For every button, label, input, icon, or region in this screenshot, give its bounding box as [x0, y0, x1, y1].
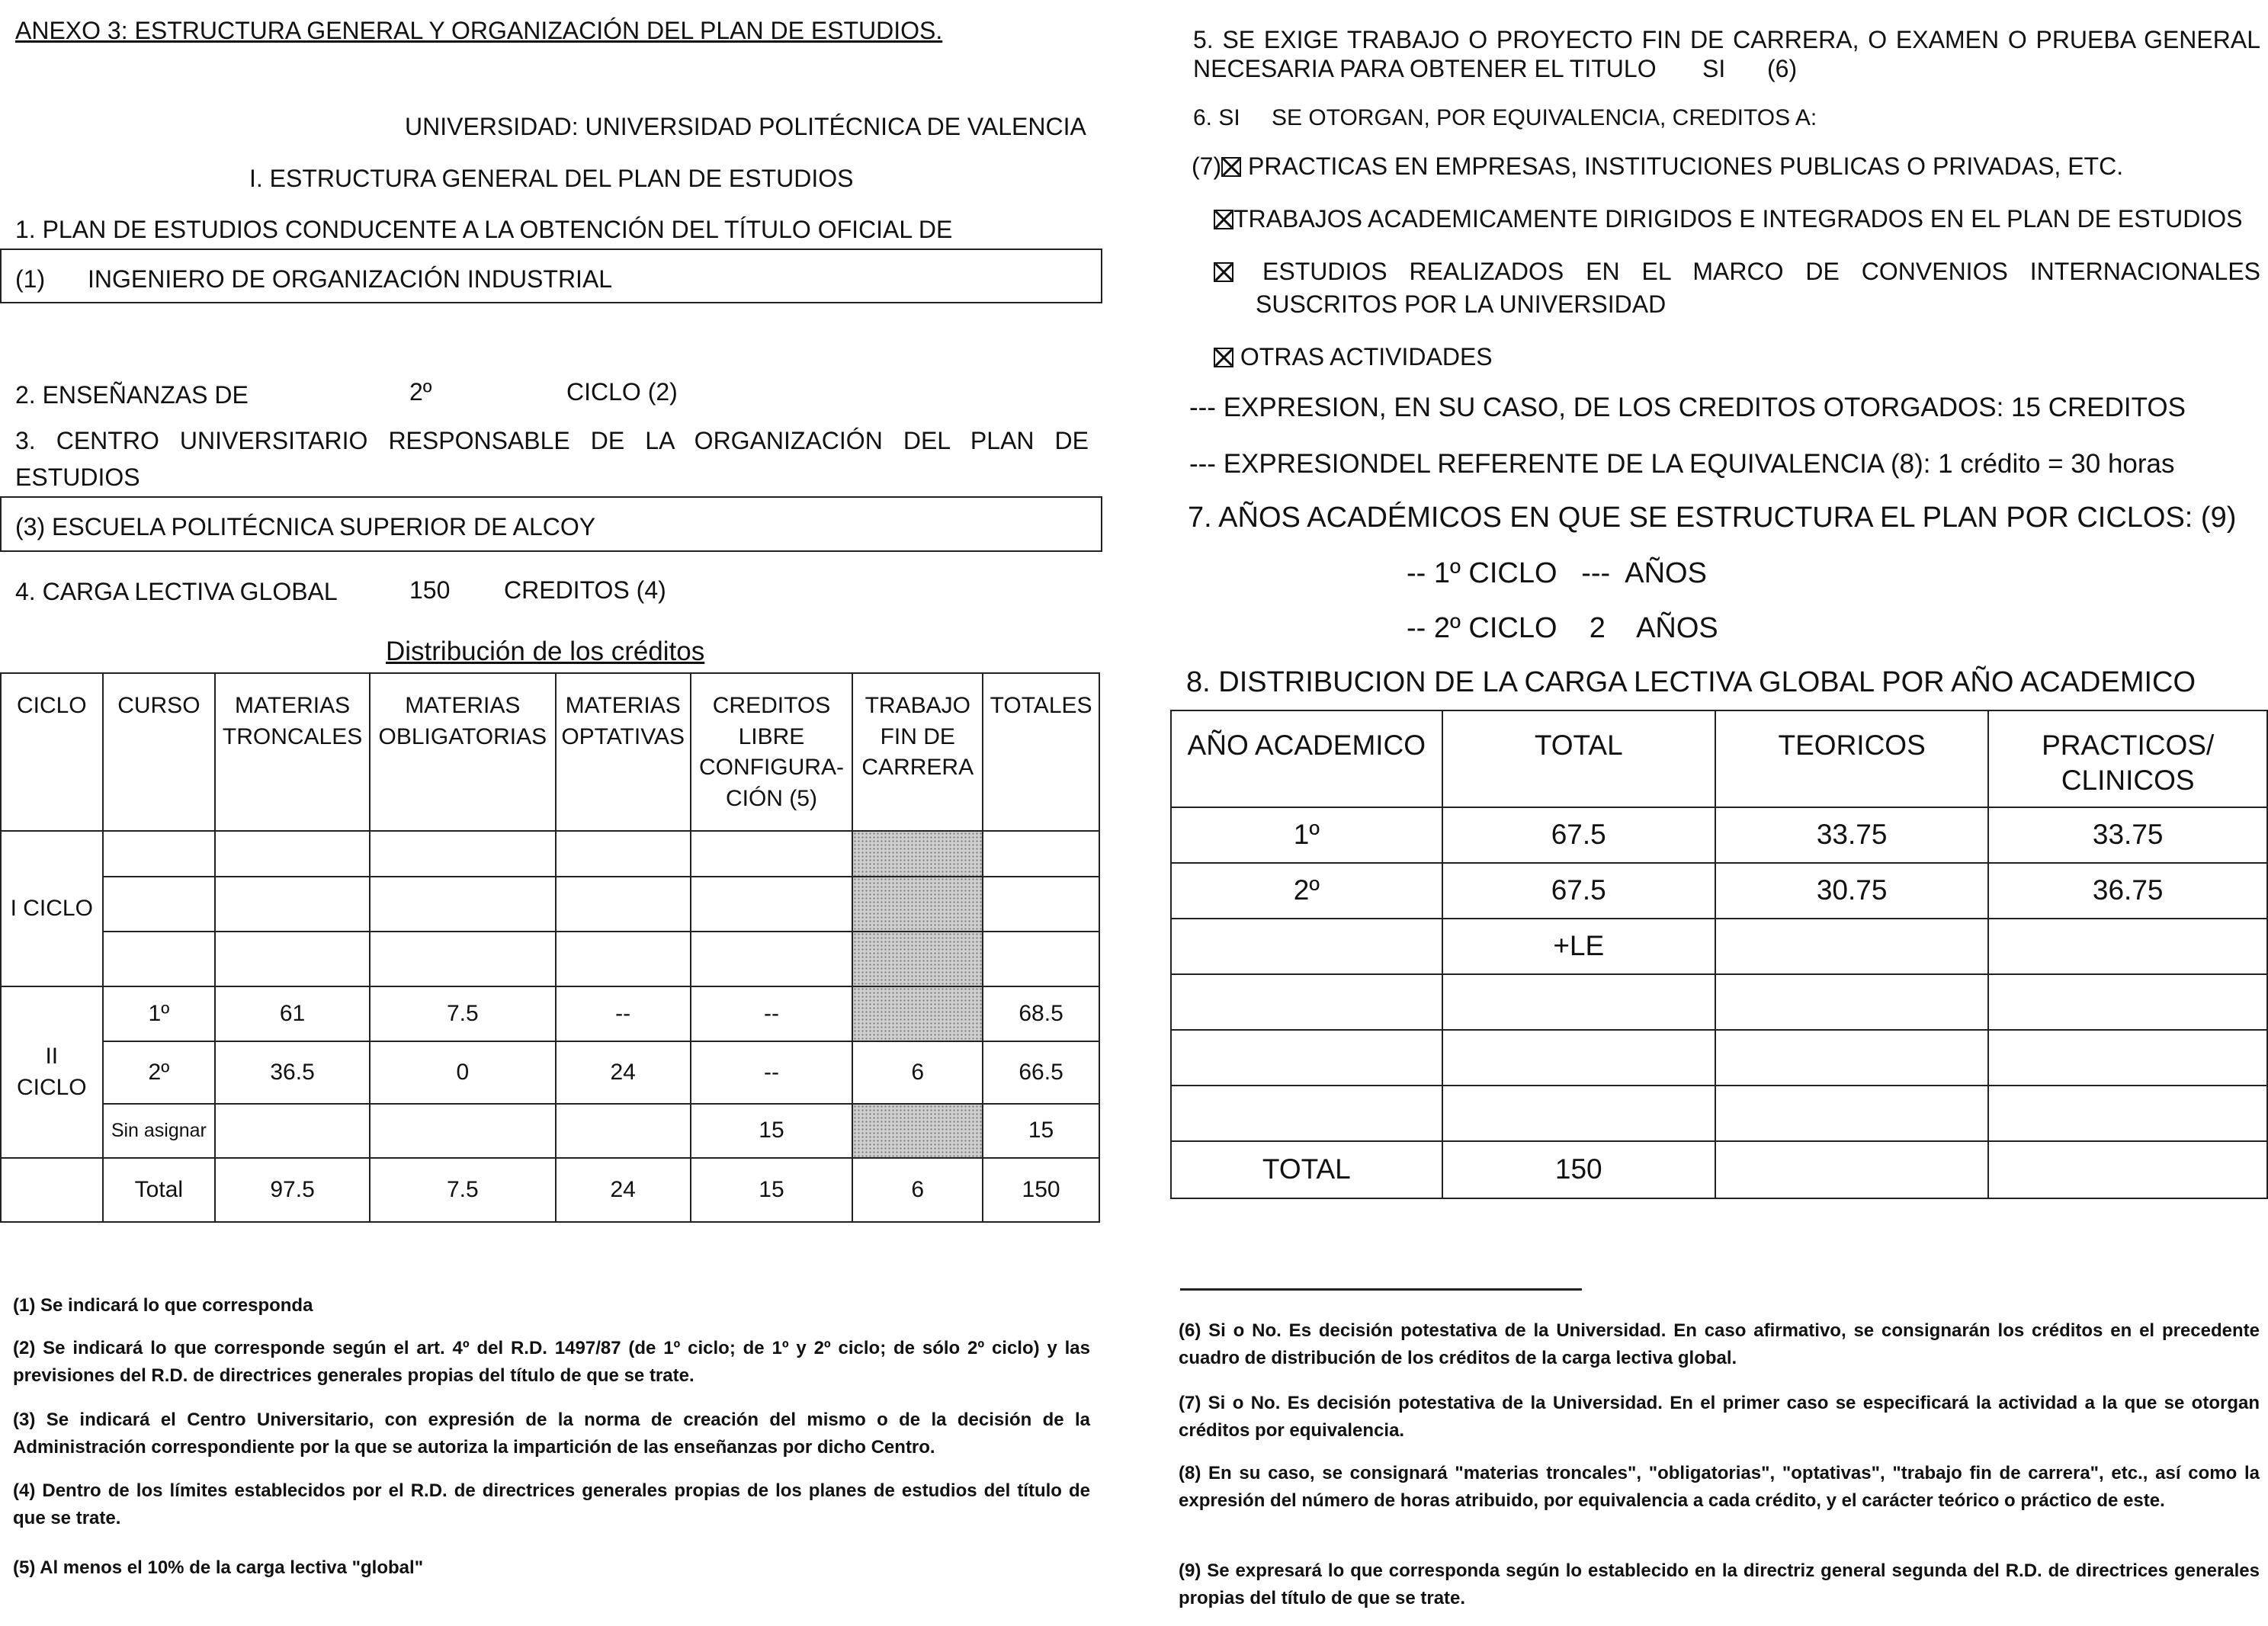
header-optativas: MATERIAS OPTATIVAS: [556, 673, 691, 831]
expresion-referente: --- EXPRESIONDEL REFERENTE DE LA EQUIVALENCIA (8): 1 crédito = 30 horas: [1189, 449, 2175, 479]
item4-label: 4. CARGA LECTIVA GLOBAL: [15, 578, 338, 605]
item6-prefix: 6. SI: [1193, 105, 1240, 130]
item1-label: 1. PLAN DE ESTUDIOS CONDUCENTE A LA OBTENCIÓN DEL TÍTULO OFICIAL DE: [15, 216, 953, 243]
ciclo-2-years: -- 2º CICLO 2 AÑOS: [1407, 612, 1718, 644]
item5-line2: NECESARIA PARA OBTENER EL TITULO: [1193, 55, 1657, 82]
item3-line2: ESTUDIOS: [15, 463, 140, 491]
header-anio: AÑO ACADEMICO: [1171, 710, 1442, 807]
shaded-cell: [852, 1104, 983, 1158]
item6-text: SE OTORGAN, POR EQUIVALENCIA, CREDITOS A:: [1272, 105, 1817, 130]
footnote-3: (3) Se indicará el Centro Universitario, con expresión de la norma de creación del mismo o de la decisión de la Administración correspondiente por la que se autoriza la impartición de las enseñanzas por dicho Centro.: [13, 1410, 1090, 1458]
item2-suffix: CICLO (2): [566, 378, 678, 406]
university-line: UNIVERSIDAD: UNIVERSIDAD POLITÉCNICA DE VALENCIA: [405, 113, 1086, 140]
header-total: TOTAL: [1442, 710, 1715, 807]
academic-year-load-table: [1170, 710, 2268, 1199]
header-trabajo-fin-carrera: TRABAJO FIN DE CARRERA: [852, 673, 983, 831]
shaded-cell: [852, 831, 983, 877]
header-practicos: PRACTICOS/ CLINICOS: [1988, 710, 2267, 807]
header-troncales: MATERIAS TRONCALES: [215, 673, 370, 831]
footnote-9: (9) Se expresará lo que corresponda según lo establecido en la directriz general segunda del R.D. de directrices generales propias del título de que se trate.: [1179, 1560, 2260, 1608]
checkbox-checked-icon: [1221, 157, 1241, 177]
table-row: [1, 877, 1099, 932]
footnote-4: (4) Dentro de los límites establecidos por el R.D. de directrices generales propias de los planes de estudios del título de que se trate.: [13, 1480, 1090, 1528]
degree-title-box: [0, 249, 1102, 303]
center-name: (3) ESCUELA POLITÉCNICA SUPERIOR DE ALCOY: [15, 513, 596, 540]
item8-label: 8. DISTRIBUCION DE LA CARGA LECTIVA GLOBAL POR AÑO ACADEMICO: [1186, 666, 2196, 698]
checkbox-checked-icon: [1214, 262, 1233, 282]
credits-distribution-table: [0, 672, 1100, 1223]
table-total-row: Total 97.5 7.5 24 15 6 150: [1, 1158, 1099, 1222]
footnote-6: (6) Si o No. Es decisión potestativa de la Universidad. En caso afirmativo, se consignarán los créditos en el precedente cuadro de distribución de los créditos de la carga lectiva global.: [1179, 1320, 2260, 1368]
load-total-label: TOTAL: [1171, 1141, 1442, 1198]
check-estudios-line1: ESTUDIOS REALIZADOS EN EL MARCO DE CONVENIOS INTERNACIONALES: [1262, 258, 2260, 285]
header-libre-configuracion: CREDITOS LIBRE CONFIGURA- CIÓN (5): [691, 673, 853, 831]
checkbox-checked-icon: [1214, 210, 1233, 229]
item6-ref: (7): [1192, 152, 1222, 180]
check-row-otras: [1214, 343, 1493, 371]
table-row: [1, 932, 1099, 986]
annex-title: ANEXO 3: ESTRUCTURA GENERAL Y ORGANIZACIÓN DEL PLAN DE ESTUDIOS.: [15, 17, 943, 44]
shaded-cell: [852, 932, 983, 986]
check-estudios-line2: SUSCRITOS POR LA UNIVERSIDAD: [1256, 290, 1667, 318]
check-trabajos-label: TRABAJOS ACADEMICAMENTE DIRIGIDOS E INTEGRADOS EN EL PLAN DE ESTUDIOS: [1233, 205, 2243, 233]
item1-box-number: (1): [15, 265, 46, 293]
footnote-5: (5) Al menos el 10% de la carga lectiva "global": [13, 1557, 424, 1578]
table-header-row: [1, 673, 1099, 831]
ciclo-ii-label: II CICLO: [1, 986, 103, 1158]
item5-line1: 5. SE EXIGE TRABAJO O PROYECTO FIN DE CARRERA, O EXAMEN O PRUEBA GENERAL: [1193, 26, 2260, 53]
header-teoricos: TEORICOS: [1715, 710, 1989, 807]
ciclo-1-years: -- 1º CICLO --- AÑOS: [1407, 557, 1707, 589]
footnote-separator: [1180, 1288, 1582, 1291]
footnote-7: (7) Si o No. Es decisión potestativa de la Universidad. En el primer caso se especificará la actividad a la que se otorgan créditos por equivalencia.: [1179, 1393, 2260, 1441]
item2-label: 2. ENSEÑANZAS DE: [15, 381, 249, 409]
item4-value: 150: [409, 576, 451, 604]
table-row: II CICLO 1º 61 7.5 -- -- 68.5: [1, 986, 1099, 1041]
check-row-estudios: [1214, 258, 1233, 286]
footnote-8: (8) En su caso, se consignará "materias troncales", "obligatorias", "optativas", "trabajo fin de carrera", etc., así como la expresión del número de horas atribuido, por equivalencia a cada crédito, y el carácter teórico o práctico de este.: [1179, 1463, 2260, 1511]
header-totales: TOTALES: [983, 673, 1099, 831]
load-total-row: [1171, 1141, 2267, 1198]
check-row-trabajos: [1214, 205, 2243, 233]
table-row: [1171, 1086, 2267, 1141]
footnote-2: (2) Se indicará lo que corresponde según el art. 4º del R.D. 1497/87 (de 1º ciclo; de 1º y 2º ciclo; de sólo 2º ciclo) y las previsiones del R.D. de directrices generales propias del título de que se trate.: [13, 1338, 1090, 1386]
ciclo-i-label: I CICLO: [1, 831, 103, 986]
table-row: [1171, 1030, 2267, 1086]
table-row: 1º 67.5 33.75 33.75: [1171, 807, 2267, 863]
table-row: 2º 36.5 0 24 -- 6 66.5: [1, 1041, 1099, 1104]
check-otras-label: OTRAS ACTIVIDADES: [1240, 343, 1493, 370]
table-row: Sin asignar 15 15: [1, 1104, 1099, 1158]
load-header-row: [1171, 710, 2267, 807]
check-row-practicas: [1192, 152, 2123, 181]
table-row: [1171, 974, 2267, 1030]
table-row: [1, 831, 1099, 877]
item5-ref: (6): [1767, 55, 1798, 82]
check-practicas-label: PRACTICAS EN EMPRESAS, INSTITUCIONES PUBLICAS O PRIVADAS, ETC.: [1248, 152, 2124, 180]
header-obligatorias: MATERIAS OBLIGATORIAS: [370, 673, 556, 831]
table-row: +LE: [1171, 919, 2267, 974]
checkbox-checked-icon: [1214, 348, 1233, 367]
footnote-1: (1) Se indicará lo que corresponda: [13, 1295, 313, 1316]
table-row: 2º 67.5 30.75 36.75: [1171, 863, 2267, 919]
shaded-cell: [852, 986, 983, 1041]
degree-title: INGENIERO DE ORGANIZACIÓN INDUSTRIAL: [88, 265, 613, 293]
shaded-cell: [852, 877, 983, 932]
item3-line1: 3. CENTRO UNIVERSITARIO RESPONSABLE DE LA ORGANIZACIÓN DEL PLAN DE: [15, 427, 1089, 454]
header-curso: CURSO: [103, 673, 216, 831]
item5-answer: SI: [1702, 55, 1726, 82]
item4-suffix: CREDITOS (4): [504, 576, 666, 604]
section-title: I. ESTRUCTURA GENERAL DEL PLAN DE ESTUDIOS: [249, 165, 854, 192]
item7-label: 7. AÑOS ACADÉMICOS EN QUE SE ESTRUCTURA EL PLAN POR CICLOS: (9): [1188, 502, 2237, 534]
load-total-value: 150: [1442, 1141, 1715, 1198]
distribution-title: Distribución de los créditos: [386, 637, 705, 666]
expresion-creditos: --- EXPRESION, EN SU CASO, DE LOS CREDITOS OTORGADOS: 15 CREDITOS: [1189, 393, 2186, 422]
center-box: [0, 496, 1102, 552]
header-ciclo: CICLO: [1, 673, 103, 831]
item2-cycle: 2º: [409, 378, 432, 406]
